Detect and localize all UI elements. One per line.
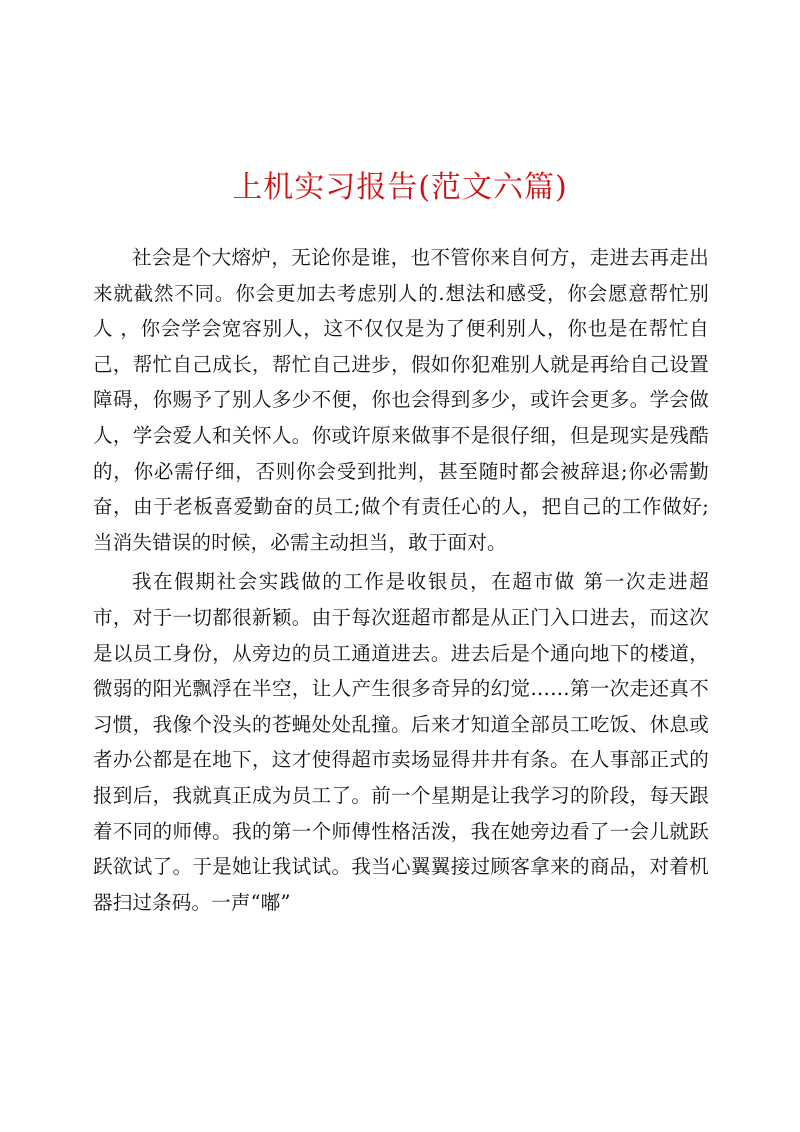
document-body (93, 240, 709, 920)
paragraph-1: 社会是个大熔炉，无论你是谁，也不管你来自何方，走进去再走出来就截然不同。你会更加去考虑别人的.想法和感受，你会愿意帮忙别人 ，你会学会宽容别人，这不仅仅是为了便利别人，你也是在帮忙自己，帮忙自己成长，帮忙自己进步，假如你犯难别人就是再给自己设置障碍，你赐予了别人多少不便，你也会得到多少，或许会更多。学会做人，学会爱人和关怀人。你或许原来做事不是很仔细，但是现实是残酷的，你必需仔细，否则你会受到批判，甚至随时都会被辞退;你必需勤奋，由于老板喜爱勤奋的员工;做个有责任心的人，把自己的工作做好;当消失错误的时候，必需主动担当，敢于面对。 (93, 246, 709, 554)
paragraph-2: 我在假期社会实践做的工作是收银员，在超市做 第一次走进超市，对于一切都很新颖。由于每次逛超市都是从正门入口进去，而这次是以员工身份，从旁边的员工通道进去。进去后是个通向地下的楼道，微弱的阳光飘浮在半空，让人产生很多奇异的幻觉……第一次走还真不习惯，我像个没头的苍蝇处处乱撞。后来才知道全部员工吃饭、休息或者办公都是在地下，这才使得超市卖场显得井井有条。在人事部正式的报到后，我就真正成为员工了。前一个星期是让我学习的阶段，每天跟着不同的师傅。我的第一个师傅性格活泼，我在她旁边看了一会儿就跃跃欲试了。于是她让我试试。我当心翼翼接过顾客拿来的商品，对着机器扫过条码。一声“嘟” (93, 570, 709, 914)
document-title: 上机实习报告(范文六篇) (232, 170, 568, 205)
